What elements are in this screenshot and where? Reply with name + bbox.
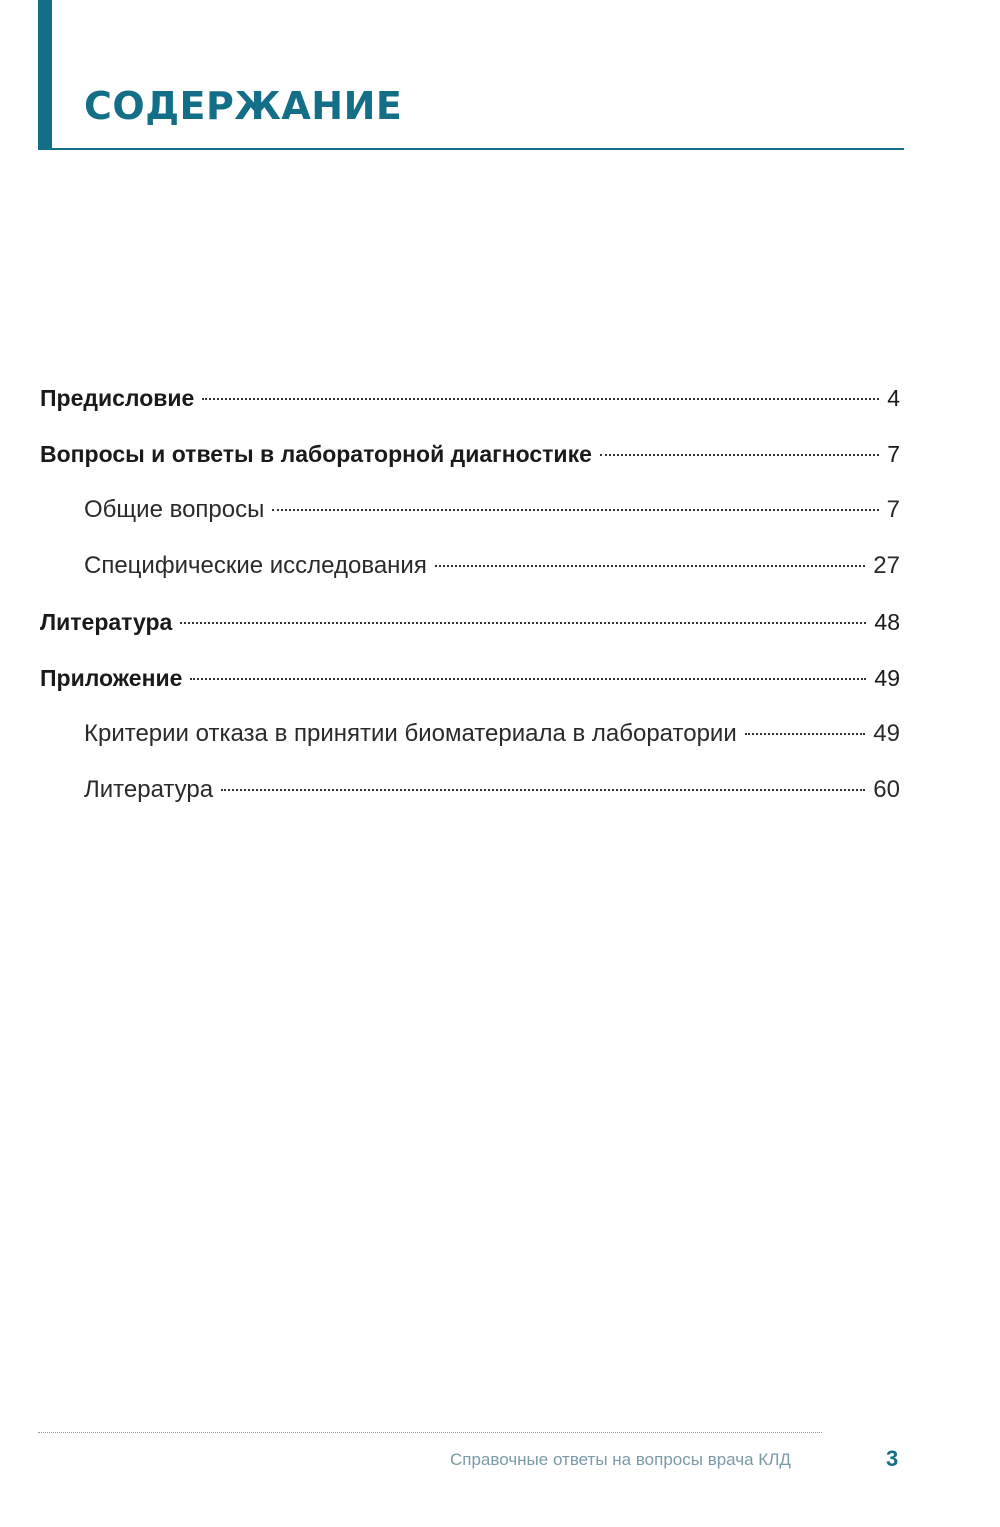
toc-entry-label: Предисловие xyxy=(40,385,195,411)
title-divider xyxy=(38,148,904,150)
title-accent-bar xyxy=(38,0,52,150)
toc-dot-leader xyxy=(600,454,879,456)
toc-entry-label: Общие вопросы xyxy=(84,496,265,523)
page-number: 3 xyxy=(886,1446,899,1471)
toc-entry-label: Литература xyxy=(40,609,173,635)
toc-entry-label: Вопросы и ответы в лабораторной диагностике xyxy=(40,441,592,467)
toc-page-number: 49 xyxy=(873,720,900,747)
toc-dot-leader xyxy=(435,565,865,567)
toc-dot-leader xyxy=(272,509,878,511)
toc-dot-leader xyxy=(180,622,866,624)
toc-page-number: 7 xyxy=(886,496,900,523)
toc-dot-leader xyxy=(202,398,879,400)
toc-entry-label: Приложение xyxy=(40,665,183,691)
toc-page-number: 49 xyxy=(874,665,900,691)
toc-entry-appendix-literature[interactable] xyxy=(40,762,900,818)
toc-page-number: 27 xyxy=(873,552,900,579)
toc-page-number: 48 xyxy=(874,609,900,635)
toc-entry-rejection-criteria[interactable] xyxy=(40,706,900,762)
running-footer: Справочные ответы на вопросы врача КЛД xyxy=(450,1450,791,1469)
toc-entry-literature[interactable] xyxy=(40,594,900,650)
toc-entry-preface[interactable] xyxy=(40,370,900,426)
toc-entry-general-questions[interactable] xyxy=(40,482,900,538)
toc-dot-leader xyxy=(745,733,866,735)
toc-page-number: 4 xyxy=(887,385,900,411)
toc-page-number: 60 xyxy=(873,776,900,803)
toc-entry-label: Литература xyxy=(84,776,214,803)
toc-page-number: 7 xyxy=(887,441,900,467)
toc-entry-label: Критерии отказа в принятии биоматериала в лаборатории xyxy=(84,720,737,747)
toc-dot-leader xyxy=(190,678,866,680)
footer-divider xyxy=(38,1432,822,1433)
table-of-contents xyxy=(40,370,900,818)
toc-entry-label: Специфические исследования xyxy=(84,552,427,579)
toc-entry-specific-studies[interactable] xyxy=(40,538,900,594)
toc-entry-appendix[interactable] xyxy=(40,650,900,706)
toc-dot-leader xyxy=(221,789,865,791)
toc-entry-qa[interactable] xyxy=(40,426,900,482)
page-title: СОДЕРЖАНИЕ xyxy=(84,84,403,128)
